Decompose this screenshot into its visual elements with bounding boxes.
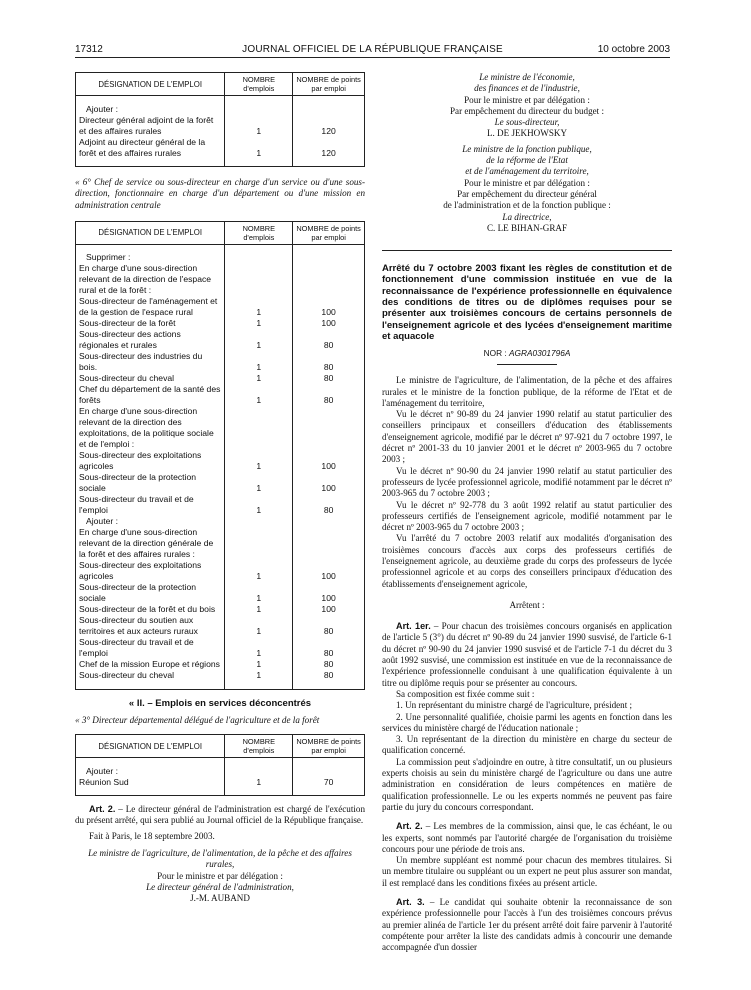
designation-cell: Sous-directeur de l'aménagement et de la gestion de l'espace rural (76, 296, 225, 318)
sig-r2-line: Par empêchement du directeur général (457, 188, 597, 199)
col-points: NOMBRE de points par emploi (293, 73, 365, 96)
article-1-text: – Pour chacun des troisièmes concours organisés en application de l'article 5 (3°) du décret nº 90-89 du 24 janvier 1990 susvisé, de l'article 6-1 du décret nº 90-90 du 24 janvier 1990 susvisé et de l'article 7-1 du décret du 3 août 1992 susvisé, une commission est instituée en vue de la reconnaissance de l'expérience professionnelle conduisant à une qualification équivalente à un titre ou diplôme requis pour se présenter au concours. (382, 621, 672, 688)
designation-cell: En charge d'une sous-direction relevant de la direction générale de la forêt et des affaires rurales : (76, 527, 225, 560)
designation-cell: Sous-directeur du travail et de l'emploi (76, 494, 225, 516)
points-cell: 100 (293, 318, 365, 329)
article-2b-paragraph (382, 821, 672, 855)
col-points: NOMBRE de points par emploi (293, 221, 365, 244)
table-row (76, 637, 365, 659)
nombre-cell (225, 527, 293, 560)
table-row (76, 472, 365, 494)
article-1-label: Art. 1er. (396, 621, 431, 632)
page-number: 17312 (75, 44, 103, 55)
points-cell: 100 (293, 472, 365, 494)
table-spacer (76, 758, 365, 766)
designation-cell: Sous-directeur du cheval (76, 373, 225, 384)
points-cell: 80 (293, 637, 365, 659)
visa-paragraph: Vu l'arrêté du 7 octobre 2003 relatif aux modalités d'organisation des troisièmes concours d'accès aux corps des professeurs certifiés de l'enseignement agricole, au deuxième grade du corps des professeurs de lycée professionnel agricole et au corps des conseillers principaux d'éducation des établissements d'enseignement agricole, (382, 533, 672, 589)
nor-reference (382, 348, 672, 358)
nombre-cell: 1 (225, 296, 293, 318)
points-cell: 80 (293, 615, 365, 637)
table-emplois-1 (75, 72, 365, 167)
table-row (76, 450, 365, 472)
signature-left (75, 848, 365, 904)
points-cell: 70 (293, 777, 365, 788)
designation-cell: Adjoint au directeur général de la forêt et des affaires rurales (76, 137, 225, 159)
article-1-paragraph (382, 621, 672, 689)
member-item: 2. Une personnalité qualifiée, choisie parmi les agents en fonction dans les services du ministère chargé de l'éducation nationale ; (382, 711, 672, 733)
sig-r2-line: de la réforme de l'Etat (486, 155, 568, 166)
table-row (76, 615, 365, 637)
nombre-cell: 1 (225, 384, 293, 406)
article-3-label: Art. 3. (396, 897, 425, 907)
points-cell: 80 (293, 670, 365, 681)
points-cell (293, 406, 365, 450)
composition: Sa composition est fixée comme suit : (396, 688, 535, 699)
visa-paragraph: Vu le décret nº 92-778 du 3 août 1992 relatif au statut particulier des professeurs certifiés de l'enseignement agricole, modifié notamment par le décret nº 2003-965 du 7 octobre 2003 ; (382, 499, 672, 533)
points-cell: 80 (293, 373, 365, 384)
visa-paragraph: Vu le décret nº 90-89 du 24 janvier 1990 relatif au statut particulier des conseillers principaux et conseillers d'éducation des établissements d'enseignement agricole, modifié par le décret nº 97-921 du 7 octobre 1997, le décret nº 2001-33 du 10 janvier 2001 et le décret nº 2003-965 du 7 octobre 2003 ; (382, 409, 672, 465)
nombre-cell: 1 (225, 351, 293, 373)
nombre-cell: 1 (225, 582, 293, 604)
designation-cell: Sous-directeur des actions régionales et rurales (76, 329, 225, 351)
article-2b-text: – Les membres de la commission, ainsi que, le cas échéant, le ou les experts, sont nommés par l'autorité chargée de l'organisation du troisième concours pour une période de trois ans. (382, 821, 672, 854)
suppleant-paragraph: Un membre suppléant est nommé pour chacun des membres titulaires. Si un membre titulaire ou suppléant ou un expert ne peut plus assurer son mandat, il est remplacé dans les conditions fixées au présent article. (382, 855, 672, 888)
nombre-cell: 1 (225, 373, 293, 384)
sig-r2-line: de l'administration et de la fonction publique : (443, 200, 611, 211)
arrete-title: Arrêté du 7 octobre 2003 fixant les règles de constitution et de fonctionnement d'une commission instituée en vue de la reconnaissance de l'expérience professionnelle en équivalence des conditions de titres ou de diplômes requises pour se présenter aux troisièmes concours de certains personnels de l'enseignement agricole et des lycées d'enseignement maritime et aquacole (382, 263, 672, 342)
points-cell (293, 516, 365, 527)
designation-cell: Directeur général adjoint de la forêt et des affaires rurales (76, 115, 225, 137)
table-emplois-2 (75, 221, 365, 690)
points-cell (293, 104, 365, 115)
designation-cell: Supprimer : (76, 252, 225, 263)
table-row (76, 115, 365, 137)
points-cell: 80 (293, 659, 365, 670)
nombre-cell (225, 406, 293, 450)
col-designation: DÉSIGNATION DE L'EMPLOI (76, 735, 225, 758)
table-row (76, 263, 365, 296)
points-cell: 120 (293, 137, 365, 159)
table-row (76, 384, 365, 406)
sig-r2-line: Le ministre de la fonction publique, (462, 143, 592, 154)
table-spacer (76, 159, 365, 167)
body-text (382, 375, 672, 953)
col-designation: DÉSIGNATION DE L'EMPLOI (76, 73, 225, 96)
sig-r1-line: Pour le ministre et par délégation : (464, 94, 590, 105)
col-nombre: NOMBRE d'emplois (225, 73, 293, 96)
points-cell: 100 (293, 560, 365, 582)
nombre-cell (225, 766, 293, 777)
table-row (76, 777, 365, 788)
sig-left-name: J.-M. AUBAND (190, 893, 250, 904)
points-cell: 80 (293, 494, 365, 516)
short-divider (497, 364, 557, 365)
nombre-cell (225, 516, 293, 527)
table-emplois-3 (75, 734, 365, 796)
nombre-cell: 1 (225, 137, 293, 159)
nombre-cell: 1 (225, 637, 293, 659)
designation-cell: Sous-directeur des industries du bois. (76, 351, 225, 373)
designation-cell: Sous-directeur de la forêt (76, 318, 225, 329)
designation-cell: Ajouter : (76, 516, 225, 527)
article-2-paragraph (75, 804, 365, 827)
table-row (76, 351, 365, 373)
points-cell: 80 (293, 329, 365, 351)
nombre-cell (225, 252, 293, 263)
table-row (76, 329, 365, 351)
table-row (76, 766, 365, 777)
nombre-cell (225, 104, 293, 115)
nor-code: AGRA0301796A (509, 348, 571, 359)
designation-cell: Sous-directeur de la forêt et du bois (76, 604, 225, 615)
col-designation: DÉSIGNATION DE L'EMPLOI (76, 221, 225, 244)
designation-cell: Ajouter : (76, 766, 225, 777)
sig-r1-line: des finances et de l'industrie, (474, 83, 580, 94)
designation-cell: Chef de la mission Europe et régions (76, 659, 225, 670)
table-spacer (76, 681, 365, 689)
points-cell (293, 527, 365, 560)
article-2b-label: Art. 2. (396, 821, 423, 832)
sig-r1-line: Par empêchement du directeur du budget : (449, 105, 605, 116)
table-row (76, 104, 365, 115)
points-cell: 80 (293, 351, 365, 373)
points-cell: 120 (293, 115, 365, 137)
nor-label: NOR : (483, 348, 507, 359)
nombre-cell: 1 (225, 560, 293, 582)
table-row (76, 137, 365, 159)
nombre-cell: 1 (225, 659, 293, 670)
nombre-cell: 1 (225, 494, 293, 516)
col-nombre: NOMBRE d'emplois (225, 735, 293, 758)
nombre-cell: 1 (225, 604, 293, 615)
table-row (76, 373, 365, 384)
sig-r2-name: C. LE BIHAN-GRAF (486, 222, 568, 233)
member-item: 3. Un représentant de la direction du ministère en charge du secteur de qualification concerné. (382, 734, 672, 756)
divider (382, 250, 672, 251)
commission-paragraph: La commission peut s'adjoindre en outre, à titre consultatif, un ou plusieurs experts choisis au sein du ministère chargé de l'agriculture ou dans une autre administration en considération de leurs compétences en matière de qualification professionnelle. Le ou les experts nommés ne peuvent pas faire partie du jury du concours correspondant. (382, 756, 672, 812)
arretent: Arrêtent : (509, 599, 545, 610)
sig-r2-line: Pour le ministre et par délégation : (464, 177, 590, 188)
article-2-text: – Le directeur général de l'administration est chargé de l'exécution du présent arrêté, qui sera publié au Journal officiel de la République française. (75, 804, 365, 826)
issue-date: 10 octobre 2003 (597, 44, 670, 55)
visa-paragraph: Le ministre de l'agriculture, de l'alimentation, de la pêche et des affaires rurales et le ministre de la fonction publique, de la réforme de l'Etat et de l'aménagement du territoire, (382, 375, 672, 408)
table-spacer (76, 788, 365, 796)
table-spacer (76, 96, 365, 104)
table-row (76, 560, 365, 582)
right-column (382, 72, 672, 953)
designation-cell: Sous-directeur du travail et de l'emploi (76, 637, 225, 659)
table-spacer (76, 244, 365, 252)
sig-r1-line: Le ministre de l'économie, (479, 72, 575, 82)
designation-cell: Sous-directeur de la protection sociale (76, 472, 225, 494)
designation-cell: Ajouter : (76, 104, 225, 115)
article-2-label: Art. 2. (89, 804, 116, 815)
sig-left-line: Le ministre de l'agriculture, de l'alimentation, de la pêche et des affaires rurales, (88, 848, 352, 870)
table-row (76, 406, 365, 450)
col-points: NOMBRE de points par emploi (293, 735, 365, 758)
section-ii-title: « II. – Emplois en services déconcentrés (128, 697, 312, 709)
points-cell: 100 (293, 296, 365, 318)
nombre-cell: 1 (225, 472, 293, 494)
member-item: 1. Un représentant du ministre chargé de l'agriculture, président ; (396, 700, 633, 711)
table-row (76, 296, 365, 318)
nombre-cell: 1 (225, 329, 293, 351)
page-header (75, 44, 670, 58)
points-cell (293, 252, 365, 263)
designation-cell: En charge d'une sous-direction relevant de la direction de l'espace rural et de la forêt : (76, 263, 225, 296)
journal-title: JOURNAL OFFICIEL DE LA RÉPUBLIQUE FRANÇAISE (242, 44, 503, 55)
designation-cell: Sous-directeur de la protection sociale (76, 582, 225, 604)
table-row (76, 582, 365, 604)
points-cell: 100 (293, 604, 365, 615)
points-cell (293, 766, 365, 777)
sig-r1-name: L. DE JEKHOWSKY (486, 128, 568, 139)
nombre-cell: 1 (225, 777, 293, 788)
signature-right-2 (382, 144, 672, 234)
nombre-cell: 1 (225, 615, 293, 637)
table-row (76, 318, 365, 329)
points-cell (293, 263, 365, 296)
nombre-cell: 1 (225, 670, 293, 681)
points-cell: 100 (293, 450, 365, 472)
designation-cell: Sous-directeur du cheval (76, 670, 225, 681)
designation-cell: En charge d'une sous-direction relevant de la direction des exploitations, de la politique sociale et de l'emploi : (76, 406, 225, 450)
left-column (75, 72, 365, 905)
article-3-text: – Le candidat qui souhaite obtenir la reconnaissance de son expérience professionnelle pour l'accès à l'un des troisièmes concours prévus au premier alinéa de l'article 1er du présent arrêté doit faire parvenir à l'autorité compétente pour arrêter la liste des candidats admis à concourir une demande accompagnée d'un dossier (382, 897, 672, 953)
nombre-cell: 1 (225, 450, 293, 472)
designation-cell: Sous-directeur du soutien aux territoires et aux acteurs ruraux (76, 615, 225, 637)
article-3-paragraph (382, 897, 672, 953)
table-row (76, 516, 365, 527)
designation-cell: Réunion Sud (76, 777, 225, 788)
nombre-cell: 1 (225, 115, 293, 137)
sig-r2-line: La directrice, (502, 211, 552, 222)
signature-right-1 (382, 72, 672, 140)
table-row (76, 494, 365, 516)
points-cell: 100 (293, 582, 365, 604)
table-row (76, 604, 365, 615)
designation-cell: Sous-directeur des exploitations agricoles (76, 450, 225, 472)
nombre-cell: 1 (225, 318, 293, 329)
visa-paragraph: Vu le décret nº 90-90 du 24 janvier 1990 relatif au statut particulier des professeurs de lycée professionnel agricole, modifié notamment par le décret nº 2003-965 du 7 octobre 2003 ; (382, 465, 672, 499)
sig-left-line: Pour le ministre et par délégation : (157, 870, 283, 881)
table-row (76, 252, 365, 263)
sig-r2-line: et de l'aménagement du territoire, (465, 166, 589, 177)
nombre-cell (225, 263, 293, 296)
points-cell: 80 (293, 384, 365, 406)
intro-6: « 6° Chef de service ou sous-directeur en charge d'un service ou d'une sous-direction, fonctionnaire en charge d'un département ou d'une mission en administration centrale (75, 177, 365, 210)
designation-cell: Sous-directeur des exploitations agricoles (76, 560, 225, 582)
sig-r1-line: Le sous-directeur, (494, 117, 560, 128)
table-row (76, 527, 365, 560)
table-row (76, 659, 365, 670)
fait-a-paris: Fait à Paris, le 18 septembre 2003. (89, 830, 215, 841)
intro-3: « 3° Directeur départemental délégué de l'agriculture et de la forêt (75, 714, 320, 725)
designation-cell: Chef du département de la santé des forêts (76, 384, 225, 406)
table-row (76, 670, 365, 681)
col-nombre: NOMBRE d'emplois (225, 221, 293, 244)
sig-left-line: Le directeur général de l'administration, (146, 881, 294, 892)
